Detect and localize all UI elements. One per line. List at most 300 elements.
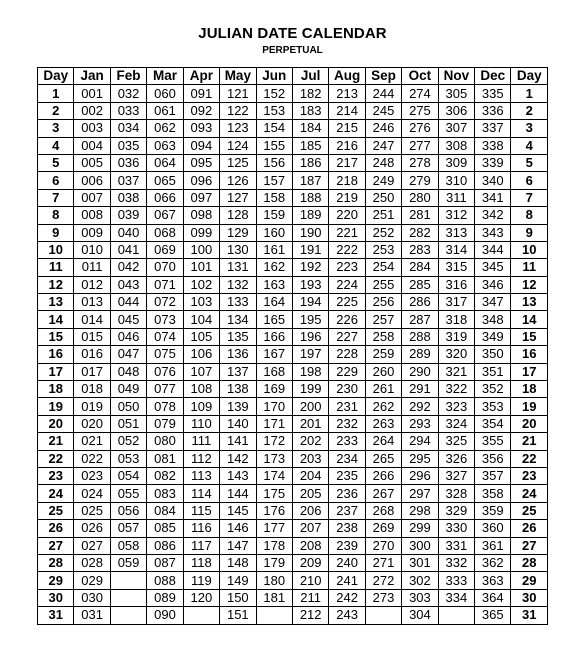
julian-date-cell: 329 [438,502,474,519]
julian-date-cell: 257 [365,311,401,328]
julian-date-cell: 130 [220,241,256,258]
julian-date-cell: 204 [292,467,328,484]
julian-date-cell: 188 [292,189,328,206]
julian-date-cell: 025 [74,502,110,519]
julian-date-cell: 078 [147,398,183,415]
day-number-cell: 20 [38,415,74,432]
julian-date-cell: 315 [438,259,474,276]
table-row [38,172,548,189]
day-number-cell: 2 [511,102,548,119]
julian-date-cell: 197 [292,346,328,363]
julian-date-cell: 306 [438,102,474,119]
table-row [38,207,548,224]
julian-date-cell: 164 [256,294,292,311]
day-number-cell: 23 [38,467,74,484]
day-number-cell: 10 [511,241,548,258]
julian-date-cell: 060 [147,85,183,102]
julian-date-cell: 017 [74,363,110,380]
julian-date-cell [438,607,474,624]
table-row [38,241,548,258]
table-row [38,102,548,119]
day-number-cell: 15 [38,328,74,345]
julian-date-cell: 262 [365,398,401,415]
day-number-cell: 12 [511,276,548,293]
julian-date-cell: 200 [292,398,328,415]
day-number-cell: 14 [38,311,74,328]
julian-date-cell: 251 [365,207,401,224]
julian-date-cell: 320 [438,346,474,363]
julian-date-cell: 079 [147,415,183,432]
table-row [38,294,548,311]
julian-date-cell: 240 [329,554,365,571]
julian-date-cell: 284 [402,259,438,276]
julian-date-cell: 333 [438,572,474,589]
julian-date-cell: 232 [329,415,365,432]
julian-date-cell: 052 [110,433,146,450]
julian-date-cell: 336 [475,102,511,119]
julian-date-cell: 099 [183,224,219,241]
julian-date-cell: 151 [220,607,256,624]
julian-date-cell: 253 [365,241,401,258]
julian-date-cell: 287 [402,311,438,328]
day-number-cell: 3 [38,120,74,137]
day-number-cell: 26 [38,520,74,537]
day-number-cell: 13 [511,294,548,311]
julian-date-cell: 293 [402,415,438,432]
day-number-cell: 19 [511,398,548,415]
column-header-jan: Jan [74,68,110,85]
julian-date-cell: 171 [256,415,292,432]
julian-date-cell: 286 [402,294,438,311]
julian-date-cell: 363 [475,572,511,589]
julian-date-cell: 302 [402,572,438,589]
julian-date-cell: 274 [402,85,438,102]
julian-date-cell: 261 [365,381,401,398]
julian-date-cell: 084 [147,502,183,519]
julian-date-cell: 358 [475,485,511,502]
julian-date-cell: 183 [292,102,328,119]
day-number-cell: 21 [38,433,74,450]
julian-date-cell: 362 [475,554,511,571]
julian-date-cell: 307 [438,120,474,137]
day-number-cell: 27 [511,537,548,554]
julian-date-cell: 056 [110,502,146,519]
julian-date-cell: 360 [475,520,511,537]
julian-date-cell: 289 [402,346,438,363]
julian-date-cell: 053 [110,450,146,467]
julian-date-cell: 337 [475,120,511,137]
column-header-day: Day [38,68,74,85]
julian-date-cell: 290 [402,363,438,380]
julian-date-cell: 006 [74,172,110,189]
julian-date-cell: 063 [147,137,183,154]
julian-date-cell: 091 [183,85,219,102]
day-number-cell: 16 [38,346,74,363]
day-number-cell: 28 [511,554,548,571]
day-number-cell: 13 [38,294,74,311]
julian-date-cell: 285 [402,276,438,293]
julian-date-cell: 173 [256,450,292,467]
julian-date-cell: 145 [220,502,256,519]
julian-date-cell: 296 [402,467,438,484]
julian-date-cell [365,607,401,624]
julian-date-cell: 008 [74,207,110,224]
day-number-cell: 12 [38,276,74,293]
day-number-cell: 11 [38,259,74,276]
column-header-day-right: Day [511,68,548,85]
julian-date-cell: 016 [74,346,110,363]
julian-date-cell: 211 [292,589,328,606]
julian-date-cell: 090 [147,607,183,624]
julian-date-cell: 118 [183,554,219,571]
julian-date-cell: 246 [365,120,401,137]
julian-date-cell: 048 [110,363,146,380]
julian-date-cell: 319 [438,328,474,345]
julian-date-cell: 227 [329,328,365,345]
julian-date-cell: 233 [329,433,365,450]
day-number-cell: 11 [511,259,548,276]
julian-date-cell: 100 [183,241,219,258]
day-number-cell: 1 [511,85,548,102]
julian-date-cell: 019 [74,398,110,415]
julian-date-cell: 278 [402,154,438,171]
table-row [38,450,548,467]
julian-date-cell: 168 [256,363,292,380]
julian-date-cell: 291 [402,381,438,398]
julian-date-cell: 316 [438,276,474,293]
julian-date-cell: 355 [475,433,511,450]
day-number-cell: 10 [38,241,74,258]
julian-date-cell: 009 [74,224,110,241]
julian-date-cell: 339 [475,154,511,171]
day-number-cell: 22 [38,450,74,467]
julian-date-cell: 280 [402,189,438,206]
table-row [38,398,548,415]
table-row [38,154,548,171]
day-number-cell: 7 [38,189,74,206]
julian-date-cell: 072 [147,294,183,311]
julian-date-cell: 148 [220,554,256,571]
julian-date-cell: 212 [292,607,328,624]
julian-date-cell: 176 [256,502,292,519]
julian-date-cell: 181 [256,589,292,606]
table-row [38,328,548,345]
julian-date-cell: 342 [475,207,511,224]
julian-date-cell: 066 [147,189,183,206]
julian-date-cell: 309 [438,154,474,171]
julian-date-cell: 292 [402,398,438,415]
day-number-cell: 15 [511,328,548,345]
julian-date-cell: 174 [256,467,292,484]
julian-date-cell: 338 [475,137,511,154]
julian-date-cell: 206 [292,502,328,519]
table-row [38,381,548,398]
julian-date-cell: 311 [438,189,474,206]
julian-date-cell: 144 [220,485,256,502]
julian-date-cell: 092 [183,102,219,119]
julian-date-cell: 111 [183,433,219,450]
julian-date-cell: 300 [402,537,438,554]
day-number-cell: 8 [511,207,548,224]
julian-date-cell: 199 [292,381,328,398]
julian-date-cell: 229 [329,363,365,380]
julian-date-cell: 249 [365,172,401,189]
julian-date-cell: 051 [110,415,146,432]
column-header-apr: Apr [183,68,219,85]
julian-date-cell: 044 [110,294,146,311]
julian-date-cell: 029 [74,572,110,589]
julian-date-cell: 175 [256,485,292,502]
julian-date-cell: 159 [256,207,292,224]
julian-date-cell: 067 [147,207,183,224]
julian-date-cell: 107 [183,363,219,380]
julian-date-cell: 117 [183,537,219,554]
julian-date-cell: 321 [438,363,474,380]
julian-date-cell: 282 [402,224,438,241]
table-row [38,607,548,624]
julian-date-cell: 242 [329,589,365,606]
julian-date-cell: 191 [292,241,328,258]
julian-date-cell: 209 [292,554,328,571]
table-row [38,589,548,606]
julian-date-cell: 039 [110,207,146,224]
column-header-jul: Jul [292,68,328,85]
julian-date-cell: 065 [147,172,183,189]
julian-date-cell: 106 [183,346,219,363]
julian-date-cell: 245 [365,102,401,119]
column-header-sep: Sep [365,68,401,85]
julian-date-cell: 086 [147,537,183,554]
julian-date-cell: 132 [220,276,256,293]
table-row [38,537,548,554]
julian-date-cell: 013 [74,294,110,311]
julian-date-cell: 147 [220,537,256,554]
julian-date-cell: 353 [475,398,511,415]
table-row [38,224,548,241]
julian-date-cell: 014 [74,311,110,328]
julian-date-cell: 160 [256,224,292,241]
julian-date-cell: 256 [365,294,401,311]
julian-date-cell: 314 [438,241,474,258]
julian-date-cell: 184 [292,120,328,137]
julian-date-cell: 114 [183,485,219,502]
day-number-cell: 20 [511,415,548,432]
julian-date-cell: 116 [183,520,219,537]
julian-date-cell: 103 [183,294,219,311]
julian-date-cell: 349 [475,328,511,345]
julian-date-cell: 214 [329,102,365,119]
julian-date-cell: 190 [292,224,328,241]
day-number-cell: 28 [38,554,74,571]
julian-date-cell: 331 [438,537,474,554]
julian-date-cell: 327 [438,467,474,484]
day-number-cell: 18 [511,381,548,398]
julian-date-cell: 163 [256,276,292,293]
julian-date-cell: 258 [365,328,401,345]
julian-date-cell: 094 [183,137,219,154]
julian-date-cell: 043 [110,276,146,293]
table-row [38,363,548,380]
julian-date-cell: 236 [329,485,365,502]
day-number-cell: 7 [511,189,548,206]
julian-date-cell: 244 [365,85,401,102]
julian-date-cell: 120 [183,589,219,606]
day-number-cell: 9 [511,224,548,241]
julian-date-cell: 347 [475,294,511,311]
table-row [38,137,548,154]
julian-date-cell: 328 [438,485,474,502]
table-row [38,276,548,293]
julian-date-cell: 007 [74,189,110,206]
julian-date-cell: 061 [147,102,183,119]
julian-date-cell: 297 [402,485,438,502]
julian-date-cell: 186 [292,154,328,171]
julian-date-cell: 348 [475,311,511,328]
julian-date-cell: 083 [147,485,183,502]
julian-date-cell: 015 [74,328,110,345]
julian-date-cell: 155 [256,137,292,154]
table-row [38,467,548,484]
julian-date-cell: 073 [147,311,183,328]
julian-date-cell: 276 [402,120,438,137]
julian-date-cell: 201 [292,415,328,432]
julian-date-cell: 215 [329,120,365,137]
julian-date-cell: 275 [402,102,438,119]
day-number-cell: 8 [38,207,74,224]
julian-date-cell: 026 [74,520,110,537]
page-subtitle: PERPETUAL [262,45,323,56]
julian-date-cell: 109 [183,398,219,415]
julian-date-cell: 294 [402,433,438,450]
julian-date-cell: 271 [365,554,401,571]
julian-date-cell: 187 [292,172,328,189]
julian-date-cell: 238 [329,520,365,537]
julian-date-cell: 267 [365,485,401,502]
julian-date-cell: 104 [183,311,219,328]
julian-date-cell: 020 [74,415,110,432]
julian-date-cell: 326 [438,450,474,467]
table-row [38,520,548,537]
julian-date-cell: 364 [475,589,511,606]
julian-date-cell: 021 [74,433,110,450]
julian-date-cell: 230 [329,381,365,398]
julian-date-cell: 033 [110,102,146,119]
julian-date-cell: 023 [74,467,110,484]
day-number-cell: 17 [511,363,548,380]
julian-date-cell: 207 [292,520,328,537]
julian-date-cell: 125 [220,154,256,171]
julian-date-cell: 124 [220,137,256,154]
day-number-cell: 21 [511,433,548,450]
julian-date-cell: 071 [147,276,183,293]
julian-date-cell: 324 [438,415,474,432]
julian-date-cell: 351 [475,363,511,380]
julian-date-cell: 097 [183,189,219,206]
julian-date-cell: 359 [475,502,511,519]
julian-date-cell: 357 [475,467,511,484]
day-number-cell: 5 [511,154,548,171]
julian-date-cell: 237 [329,502,365,519]
julian-date-cell: 098 [183,207,219,224]
julian-date-cell: 010 [74,241,110,258]
julian-date-cell: 165 [256,311,292,328]
day-number-cell: 16 [511,346,548,363]
julian-date-cell: 075 [147,346,183,363]
julian-date-cell: 252 [365,224,401,241]
julian-date-cell: 089 [147,589,183,606]
julian-date-cell: 121 [220,85,256,102]
julian-date-cell: 059 [110,554,146,571]
julian-date-cell: 131 [220,259,256,276]
julian-date-cell: 123 [220,120,256,137]
julian-date-cell: 231 [329,398,365,415]
julian-date-cell: 254 [365,259,401,276]
julian-date-cell: 295 [402,450,438,467]
julian-date-cell: 027 [74,537,110,554]
julian-date-table [37,67,548,625]
julian-date-cell: 001 [74,85,110,102]
column-header-may: May [220,68,256,85]
julian-date-cell: 334 [438,589,474,606]
julian-date-cell: 266 [365,467,401,484]
julian-date-cell: 093 [183,120,219,137]
julian-date-cell: 352 [475,381,511,398]
day-number-cell: 27 [38,537,74,554]
julian-date-cell [110,607,146,624]
julian-date-cell: 346 [475,276,511,293]
julian-date-cell: 045 [110,311,146,328]
julian-date-cell: 034 [110,120,146,137]
julian-date-cell: 350 [475,346,511,363]
julian-date-cell: 004 [74,137,110,154]
julian-date-cell: 031 [74,607,110,624]
julian-date-cell: 299 [402,520,438,537]
julian-date-cell: 028 [74,554,110,571]
julian-date-cell: 095 [183,154,219,171]
julian-date-cell: 228 [329,346,365,363]
day-number-cell: 30 [511,589,548,606]
julian-date-cell: 049 [110,381,146,398]
day-number-cell: 24 [511,485,548,502]
julian-date-cell: 101 [183,259,219,276]
julian-date-cell: 112 [183,450,219,467]
julian-date-cell: 040 [110,224,146,241]
julian-date-cell: 265 [365,450,401,467]
column-header-nov: Nov [438,68,474,85]
julian-date-cell: 080 [147,433,183,450]
julian-date-cell: 194 [292,294,328,311]
julian-date-cell: 343 [475,224,511,241]
julian-date-cell: 273 [365,589,401,606]
julian-date-cell: 005 [74,154,110,171]
julian-date-cell: 062 [147,120,183,137]
julian-date-cell: 341 [475,189,511,206]
julian-date-cell: 126 [220,172,256,189]
day-number-cell: 26 [511,520,548,537]
julian-date-cell: 303 [402,589,438,606]
julian-date-cell: 042 [110,259,146,276]
julian-date-cell: 277 [402,137,438,154]
julian-date-cell: 225 [329,294,365,311]
julian-date-cell: 076 [147,363,183,380]
julian-date-cell: 193 [292,276,328,293]
julian-date-cell: 335 [475,85,511,102]
julian-date-cell: 239 [329,537,365,554]
julian-date-cell: 129 [220,224,256,241]
julian-date-cell: 113 [183,467,219,484]
julian-date-cell: 180 [256,572,292,589]
julian-date-cell: 138 [220,381,256,398]
